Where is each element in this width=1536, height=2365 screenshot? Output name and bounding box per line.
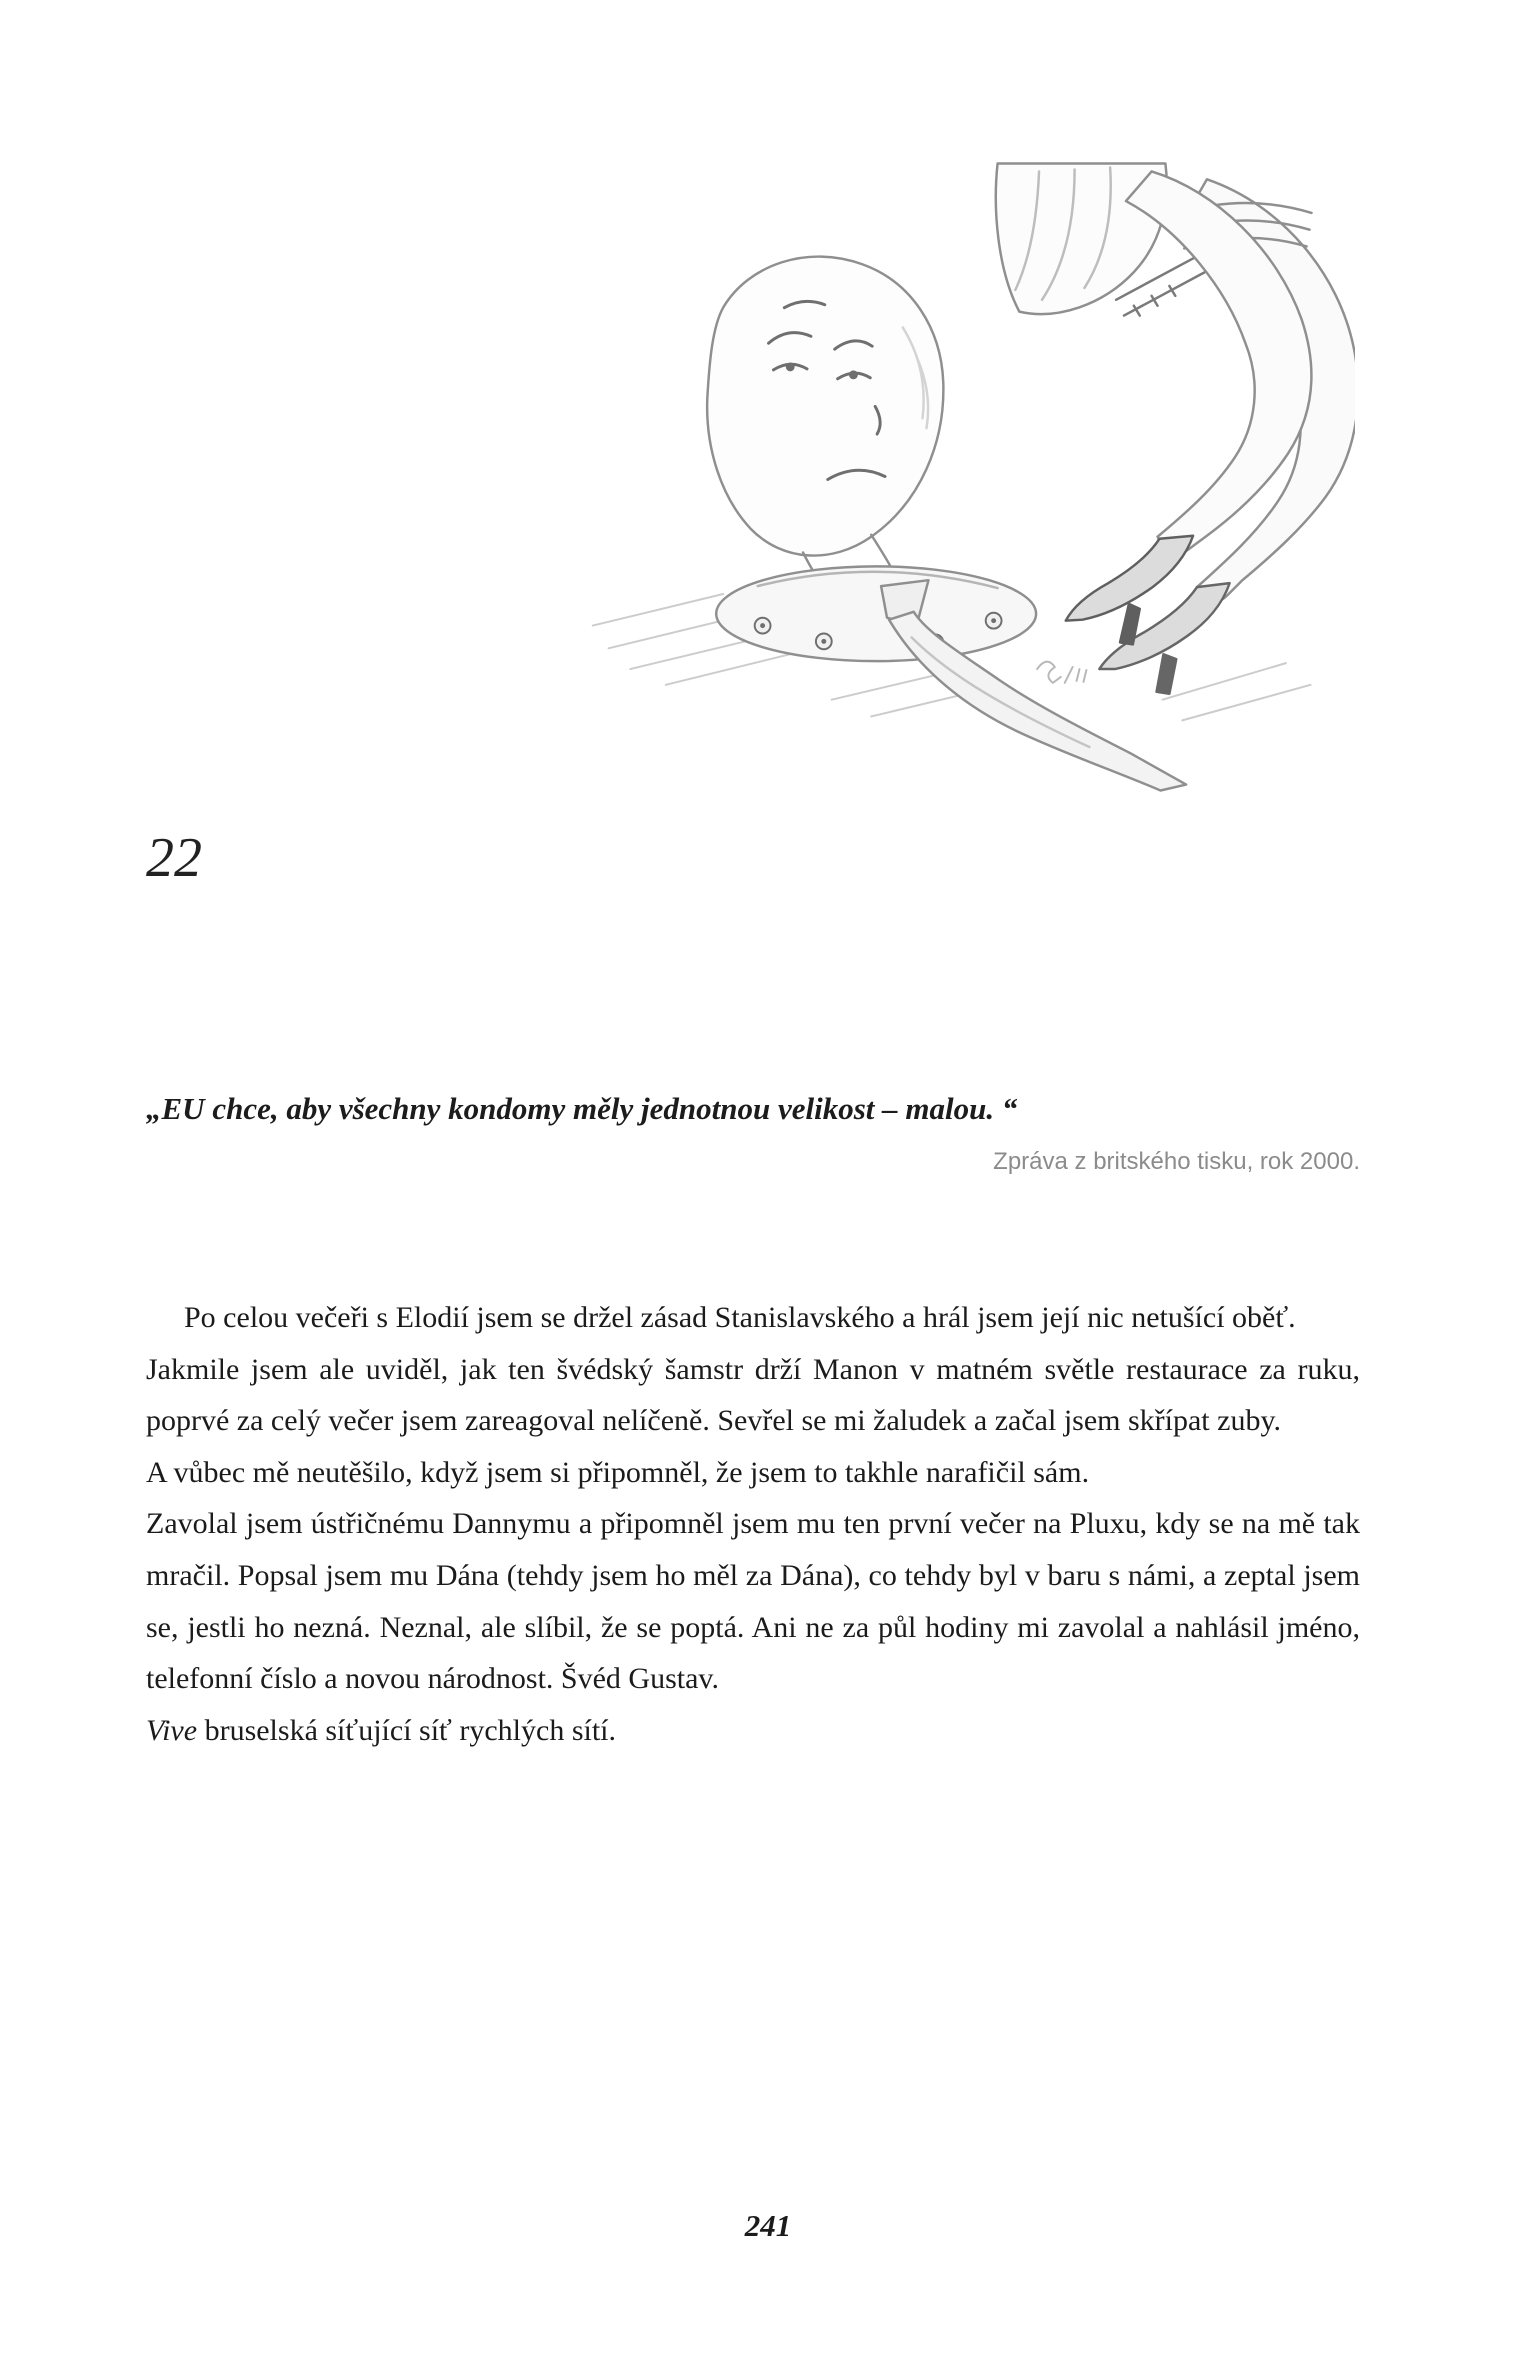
artist-signature — [1037, 662, 1086, 683]
body-paragraph: A vůbec mě neutěšilo, když jsem si připomněl, že jsem to takhle narafičil sám. — [146, 1455, 1090, 1489]
body-paragraph-final — [146, 1705, 1360, 1757]
epigraph-attribution: Zpráva z britského tisku, rok 2000. — [993, 1148, 1360, 1175]
italic-lead-word: Vive — [146, 1713, 198, 1747]
body-paragraph: Po celou večeři s Elodií jsem se držel zásad Stanislavského a hrál jsem její nic netušící oběť. — [184, 1301, 1296, 1334]
page-number: 241 — [744, 2208, 792, 2243]
body-paragraph: Zavolal jsem ústřičnému Dannymu a připomněl jsem mu ten první večer na Pluxu, kdy se na mě tak mračil. Popsal jsem mu Dána (tehdy jsem ho měl za Dána), co tehdy byl v baru s námi, a zeptal jsem se, jestli ho nezná. Neznal, ale slíbil, že se poptá. Ani ne za půl hodiny mi zavolal a nahlásil jméno, telefonní číslo a novou národnost. Švéd Gustav. — [146, 1507, 1360, 1696]
epigraph-quote: „EU chce, aby všechny kondomy měly jednotnou velikost – malou. “ — [146, 1091, 1018, 1126]
final-paragraph-rest: bruselská síťující síť rychlých sítí. — [197, 1713, 616, 1747]
body-text — [146, 1292, 1360, 1756]
bald-head — [707, 257, 943, 556]
back-heel-spike — [1157, 654, 1177, 693]
body-paragraph: Jakmile jsem ale uviděl, jak ten švédský šamstr drží Manon v matném světle restaurace za ruku, poprvé za celý večer jsem zareagoval nelíčeně. Sevřel se mi žaludek a začal jsem skřípat zuby. — [146, 1352, 1360, 1438]
chapter-number: 22 — [146, 827, 202, 889]
illustration-bald-head-tie-legs-icon — [575, 155, 1355, 800]
